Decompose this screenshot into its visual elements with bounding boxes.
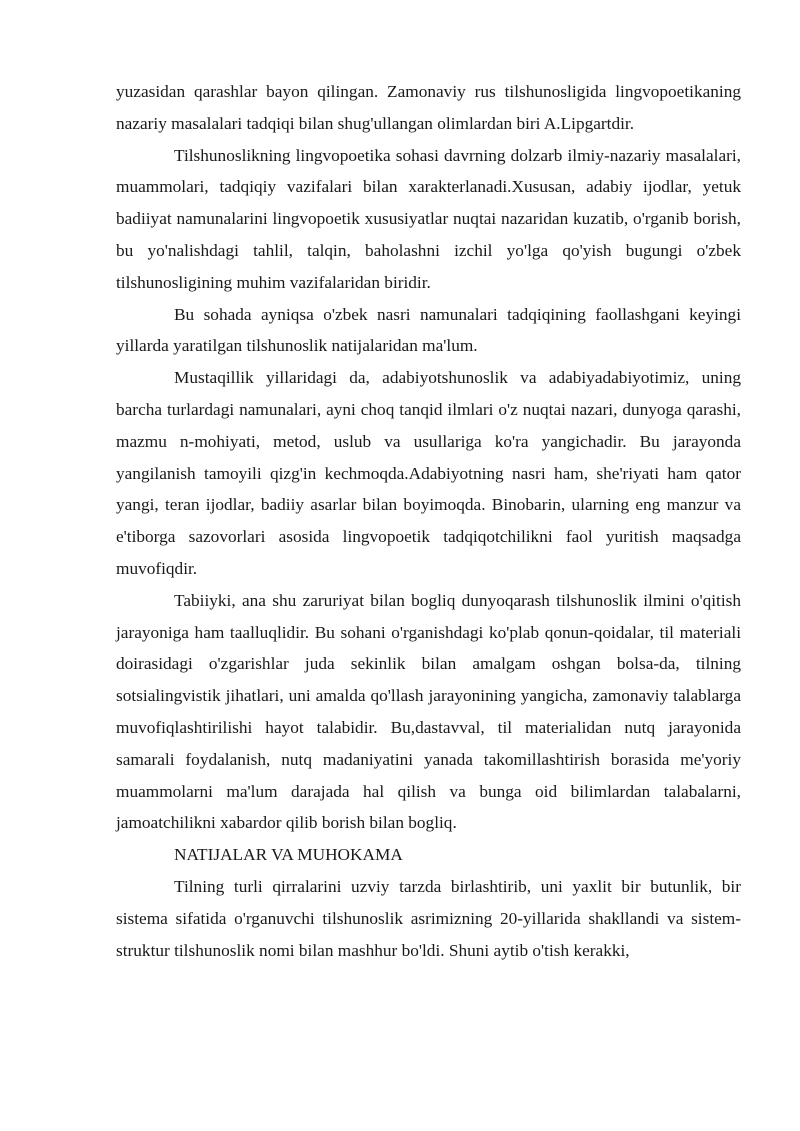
paragraph-continuation: yuzasidan qarashlar bayon qilingan. Zamonaviy rus tilshunosligida lingvopoetikaning nazariy masalalari tadqiqi bilan shug'ullangan olimlardan biri A.Lipgartdir. (116, 82, 741, 133)
paragraph: Tilning turli qirralarini uzviy tarzda birlashtirib, uni yaxlit bir butunlik, bir sistema sifatida o'rganuvchi tilshunoslik asrimizning 20-yillarida shakllandi va sistem-struktur tilshunoslik nomi bilan mashhur bo'ldi. Shuni aytib o'tish kerakki, (116, 876, 741, 960)
paragraph: Mustaqillik yillaridagi da, adabiyotshunoslik va adabiyadabiyotimiz, uning barcha turlardagi namunalari, ayni choq tanqid ilmlari o'z nuqtai nazari, dunyoga qarashi, mazmu n-mohiyati, metod, uslub va usullariga ko'ra yangichadir. Bu jarayonda yangilanish tamoyili qizg'in kechmoqda.Adabiyotning nasri ham, she'riyati ham qator yangi, teran ijodlar, badiiy asarlar bilan boyimoqda. Binobarin, ularning eng manzur va e'tiborga sazovorlari asosida lingvopoetik tadqiqotchilikni faol yuritish maqsadga muvofiqdir. (116, 368, 741, 578)
document-page (116, 76, 741, 966)
paragraph: Bu sohada ayniqsa o'zbek nasri namunalari tadqiqining faollashgani keyingi yillarda yaratilgan tilshunoslik natijalaridan ma'lum. (116, 304, 741, 356)
section-heading: NATIJALAR VA MUHOKAMA (174, 845, 403, 865)
paragraph: Tilshunoslikning lingvopoetika sohasi davrning dolzarb ilmiy-nazariy masalalari, muammolari, tadqiqiy vazifalari bilan xarakterlanadi.Xususan, adabiy ijodlar, yetuk badiiyat namunalarini lingvopoetik xususiyatlar nuqtai nazaridan kuzatib, o'rganib borish, bu yo'nalishdagi tahlil, talqin, baholashni izchil yo'lga qo'yish bugungi o'zbek tilshunosligining muhim vazifalaridan biridir. (116, 145, 741, 292)
paragraph: Tabiiyki, ana shu zaruriyat bilan bogliq dunyoqarash tilshunoslik ilmini o'qitish jarayoniga ham taalluqlidir. Bu sohani o'rganishdagi ko'plab qonun-qoidalar, til materiali doirasidagi o'zgarishlar juda sekinlik bilan amalgam oshgan bolsa-da, tilning sotsialingvistik jihatlari, uni amalda qo'llash jarayonining yangicha, zamonaviy talablarga muvofiqlashtirilishi hayot talabidir. Bu,dastavval, til materialidan nutq jarayonida samarali foydalanish, nutq madaniyatini yanada takomillashtirish borasida me'yoriy muammolarni ma'lum darajada hal qilish va bunga oid bilimlardan talabalarni, jamoatchilikni xabardor qilib borish bilan bogliq. (116, 590, 741, 833)
